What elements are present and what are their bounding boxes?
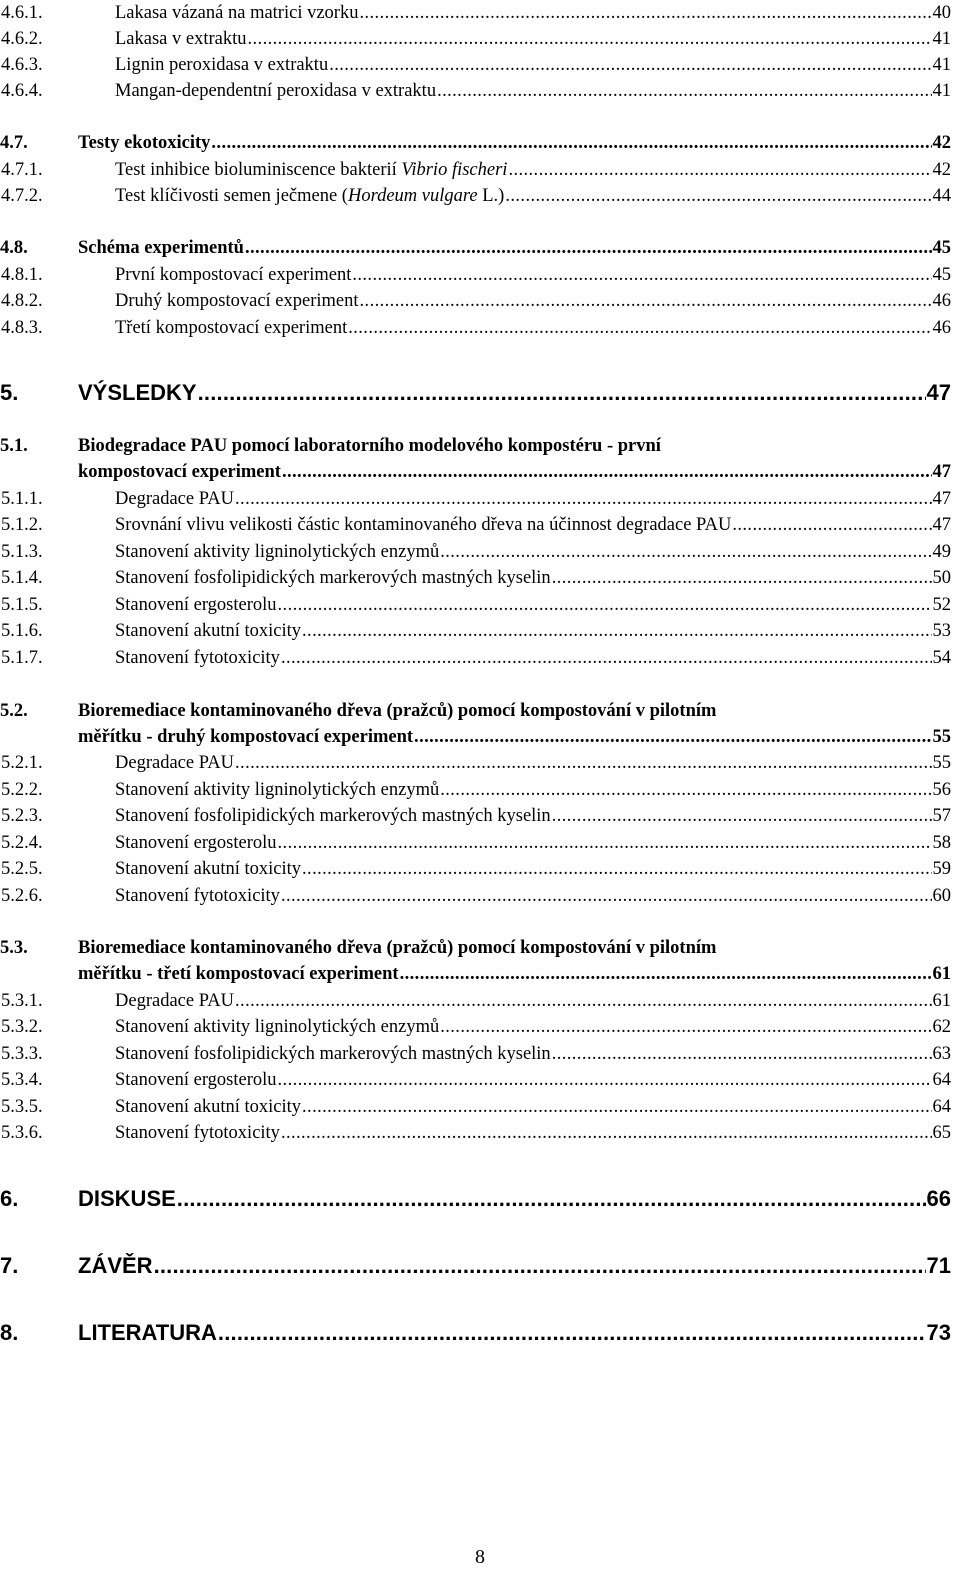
- dot-leader: [732, 512, 931, 538]
- toc-entry-4-6-4: [0, 78, 951, 104]
- toc-entry-5-3-1: [0, 988, 951, 1014]
- entry-page: 47: [932, 489, 951, 509]
- entry-page: 64: [932, 1097, 951, 1117]
- toc-entry-5-2-5: [0, 856, 951, 882]
- entry-title: Degradace PAU: [115, 753, 235, 773]
- toc-entry-5-2-3: [0, 803, 951, 829]
- toc-entry-5-3-2: [0, 1014, 951, 1040]
- dot-leader: [154, 1250, 926, 1282]
- entry-page: 42: [932, 133, 951, 153]
- toc-entry-4-8: [0, 235, 951, 261]
- toc-entry-5-3-5: [0, 1094, 951, 1120]
- toc-entry-5-2-6: [0, 883, 951, 909]
- toc-entry-5-3-4: [0, 1067, 951, 1093]
- toc-entry-5-1: [0, 433, 951, 459]
- entry-title: VÝSLEDKY: [78, 380, 197, 405]
- dot-leader: [329, 52, 931, 78]
- dot-leader: [278, 830, 932, 856]
- dot-leader: [281, 1120, 932, 1146]
- toc-entry-5-1-1: [0, 486, 951, 512]
- dot-leader: [552, 1041, 932, 1067]
- entry-number: 4.8.3.: [1, 318, 43, 338]
- entry-number: 5.3.2.: [1, 1017, 43, 1037]
- dot-leader: [278, 592, 932, 618]
- toc-entry-5-2-2: [0, 777, 951, 803]
- entry-title-line-1: Bioremediace kontaminovaného dřeva (pražců) pomocí kompostování v pilotním: [78, 938, 717, 958]
- toc-entry-5-2: [0, 698, 951, 724]
- entry-page: 50: [932, 568, 951, 588]
- entry-title: Stanovení ergosterolu: [115, 1070, 277, 1090]
- dot-leader: [281, 883, 932, 909]
- dot-leader: [508, 157, 931, 183]
- toc-entry-5-1-2: [0, 512, 951, 538]
- entry-number: 5.2.1.: [1, 753, 43, 773]
- entry-page: 47: [932, 515, 951, 535]
- entry-title: Stanovení akutní toxicity: [115, 859, 302, 879]
- entry-page: 46: [932, 318, 951, 338]
- entry-title: Lakasa v extraktu: [115, 29, 247, 49]
- toc-entry-4-8-3: [0, 315, 951, 341]
- dot-leader: [198, 377, 926, 409]
- entry-title-line-2: měřítku - třetí kompostovací experiment: [78, 964, 399, 984]
- entry-title: Mangan-dependentní peroxidasa v extraktu: [115, 81, 437, 101]
- dot-leader: [437, 78, 931, 104]
- entry-title: DISKUSE: [78, 1186, 176, 1211]
- entry-number: 5.1.2.: [1, 515, 43, 535]
- entry-title: Test inhibice bioluminiscence bakterií Vibrio fischeri: [115, 160, 508, 180]
- entry-title: LITERATURA: [78, 1320, 217, 1345]
- entry-title: Druhý kompostovací experiment: [115, 291, 359, 311]
- entry-title: Stanovení fytotoxicity: [115, 648, 280, 668]
- dot-leader: [552, 803, 932, 829]
- entry-page: 41: [932, 81, 951, 101]
- entry-number: 4.6.2.: [1, 29, 43, 49]
- dot-leader: [281, 645, 932, 671]
- entry-title: ZÁVĚR: [78, 1253, 153, 1278]
- entry-title: Stanovení ergosterolu: [115, 833, 277, 853]
- entry-page: 60: [932, 886, 951, 906]
- entry-page: 57: [932, 806, 951, 826]
- dot-leader: [218, 1317, 926, 1349]
- dot-leader: [302, 618, 931, 644]
- entry-page: 59: [932, 859, 951, 879]
- dot-leader: [360, 288, 932, 314]
- entry-number: 4.6.3.: [1, 55, 43, 75]
- dot-leader: [440, 539, 931, 565]
- dot-leader: [440, 1014, 931, 1040]
- dot-leader: [552, 565, 932, 591]
- entry-title: Stanovení fosfolipidických markerových mastných kyselin: [115, 806, 551, 826]
- entry-title: Stanovení aktivity ligninolytických enzymů: [115, 542, 440, 562]
- dot-leader: [235, 750, 931, 776]
- entry-page: 47: [926, 380, 951, 405]
- entry-title: Lignin peroxidasa v extraktu: [115, 55, 329, 75]
- entry-title: Srovnání vlivu velikosti částic kontaminovaného dřeva na účinnost degradace PAU: [115, 515, 732, 535]
- dot-leader: [400, 961, 932, 987]
- entry-page: 58: [932, 833, 951, 853]
- entry-title: Stanovení fosfolipidických markerových mastných kyselin: [115, 568, 551, 588]
- entry-number: 4.8.: [0, 238, 28, 258]
- toc-chapter-7: [0, 1250, 951, 1282]
- dot-leader: [282, 459, 932, 485]
- toc-entry-5-1-5: [0, 592, 951, 618]
- toc-entry-5-2-1: [0, 750, 951, 776]
- dot-leader: [505, 183, 931, 209]
- entry-title: Degradace PAU: [115, 489, 235, 509]
- entry-page: 62: [932, 1017, 951, 1037]
- entry-number: 5.1.5.: [1, 595, 43, 615]
- entry-page: 44: [932, 186, 951, 206]
- toc-entry-4-7: [0, 130, 951, 156]
- entry-number: 5.2.2.: [1, 780, 43, 800]
- entry-page: 65: [932, 1123, 951, 1143]
- entry-page: 45: [932, 238, 951, 258]
- entry-number: 7.: [0, 1253, 19, 1278]
- entry-page: 42: [932, 160, 951, 180]
- entry-title: Stanovení aktivity ligninolytických enzymů: [115, 780, 440, 800]
- dot-leader: [235, 988, 931, 1014]
- entry-title: Stanovení akutní toxicity: [115, 1097, 302, 1117]
- entry-number: 4.6.1.: [1, 3, 43, 23]
- entry-page: 53: [932, 621, 951, 641]
- dot-leader: [235, 486, 931, 512]
- entry-page: 47: [932, 462, 951, 482]
- entry-number: 5.1.3.: [1, 542, 43, 562]
- entry-page: 46: [932, 291, 951, 311]
- dot-leader: [211, 130, 931, 156]
- toc-chapter-5: [0, 377, 951, 409]
- entry-page: 63: [932, 1044, 951, 1064]
- entry-title: Lakasa vázaná na matrici vzorku: [115, 3, 359, 23]
- entry-title-line-1: Bioremediace kontaminovaného dřeva (pražců) pomocí kompostování v pilotním: [78, 701, 717, 721]
- dot-leader: [302, 1094, 931, 1120]
- toc-chapter-6: [0, 1183, 951, 1215]
- entry-number: 5.2.: [0, 701, 28, 721]
- dot-leader: [302, 856, 931, 882]
- entry-title: Schéma experimentů: [78, 238, 244, 258]
- entry-page: 41: [932, 55, 951, 75]
- toc-entry-5-1-6: [0, 618, 951, 644]
- dot-leader: [359, 0, 931, 26]
- entry-number: 5.1.4.: [1, 568, 43, 588]
- entry-number: 5.1.6.: [1, 621, 43, 641]
- entry-page: 73: [926, 1320, 951, 1345]
- entry-title: Test klíčivosti semen ječmene (Hordeum vulgare L.): [115, 186, 505, 206]
- entry-title: Stanovení ergosterolu: [115, 595, 277, 615]
- entry-title: Stanovení akutní toxicity: [115, 621, 302, 641]
- entry-number: 5.1.7.: [1, 648, 43, 668]
- entry-page: 45: [932, 265, 951, 285]
- page-number: 8: [475, 1546, 485, 1568]
- entry-page: 55: [932, 753, 951, 773]
- entry-number: 4.7.: [0, 133, 28, 153]
- entry-title: Stanovení aktivity ligninolytických enzymů: [115, 1017, 440, 1037]
- toc-entry-5-3-6: [0, 1120, 951, 1146]
- entry-title-line-1: Biodegradace PAU pomocí laboratorního modelového kompostéru - první: [78, 436, 661, 456]
- entry-number: 4.7.2.: [1, 186, 43, 206]
- toc-entry-5-1-cont: [0, 459, 951, 485]
- toc-entry-4-8-1: [0, 262, 951, 288]
- entry-number: 5.2.3.: [1, 806, 43, 826]
- dot-leader: [348, 315, 931, 341]
- entry-number: 4.6.4.: [1, 81, 43, 101]
- entry-title-line-2: měřítku - druhý kompostovací experiment: [78, 727, 414, 747]
- entry-title: Degradace PAU: [115, 991, 235, 1011]
- entry-page: 61: [932, 991, 951, 1011]
- toc-entry-5-2-cont: [0, 724, 951, 750]
- entry-page: 71: [926, 1253, 951, 1278]
- toc-entry-4-6-2: [0, 26, 951, 52]
- entry-number: 4.7.1.: [1, 160, 43, 180]
- entry-title: Stanovení fosfolipidických markerových mastných kyselin: [115, 1044, 551, 1064]
- entry-page: 55: [932, 727, 951, 747]
- dot-leader: [352, 262, 931, 288]
- toc-entry-4-7-1: [0, 157, 951, 183]
- entry-page: 56: [932, 780, 951, 800]
- toc-entry-5-3-3: [0, 1041, 951, 1067]
- toc-chapter-8: [0, 1317, 951, 1349]
- entry-number: 5.2.6.: [1, 886, 43, 906]
- toc-entry-5-3: [0, 935, 951, 961]
- toc-entry-5-3-cont: [0, 961, 951, 987]
- entry-title: Stanovení fytotoxicity: [115, 886, 280, 906]
- entry-number: 4.8.2.: [1, 291, 43, 311]
- entry-title-line-2: kompostovací experiment: [78, 462, 281, 482]
- toc-entry-5-2-4: [0, 830, 951, 856]
- entry-number: 5.3.: [0, 938, 28, 958]
- dot-leader: [440, 777, 931, 803]
- entry-number: 8.: [0, 1320, 19, 1345]
- entry-number: 5.1.1.: [1, 489, 43, 509]
- entry-title: První kompostovací experiment: [115, 265, 352, 285]
- toc-entry-4-6-3: [0, 52, 951, 78]
- entry-number: 4.8.1.: [1, 265, 43, 285]
- entry-number: 5.3.6.: [1, 1123, 43, 1143]
- entry-page: 49: [932, 542, 951, 562]
- entry-number: 5.1.: [0, 436, 28, 456]
- toc-entry-5-1-4: [0, 565, 951, 591]
- entry-page: 61: [932, 964, 951, 984]
- entry-page: 54: [932, 648, 951, 668]
- entry-number: 5.2.4.: [1, 833, 43, 853]
- entry-number: 5.3.4.: [1, 1070, 43, 1090]
- entry-number: 5.3.1.: [1, 991, 43, 1011]
- entry-page: 41: [932, 29, 951, 49]
- entry-page: 64: [932, 1070, 951, 1090]
- dot-leader: [248, 26, 932, 52]
- entry-page: 66: [926, 1186, 951, 1211]
- dot-leader: [177, 1183, 926, 1215]
- entry-page: 40: [932, 3, 951, 23]
- entry-number: 6.: [0, 1186, 19, 1211]
- entry-number: 5.2.5.: [1, 859, 43, 879]
- entry-title: Stanovení fytotoxicity: [115, 1123, 280, 1143]
- entry-title: Testy ekotoxicity: [78, 133, 211, 153]
- dot-leader: [278, 1067, 932, 1093]
- entry-title: Třetí kompostovací experiment: [115, 318, 348, 338]
- toc-entry-4-6-1: [0, 0, 951, 26]
- dot-leader: [414, 724, 931, 750]
- entry-page: 52: [932, 595, 951, 615]
- toc-entry-4-8-2: [0, 288, 951, 314]
- dot-leader: [245, 235, 932, 261]
- toc-entry-5-1-7: [0, 645, 951, 671]
- entry-number: 5.: [0, 380, 19, 405]
- toc-entry-5-1-3: [0, 539, 951, 565]
- entry-number: 5.3.5.: [1, 1097, 43, 1117]
- toc-entry-4-7-2: [0, 183, 951, 209]
- entry-number: 5.3.3.: [1, 1044, 43, 1064]
